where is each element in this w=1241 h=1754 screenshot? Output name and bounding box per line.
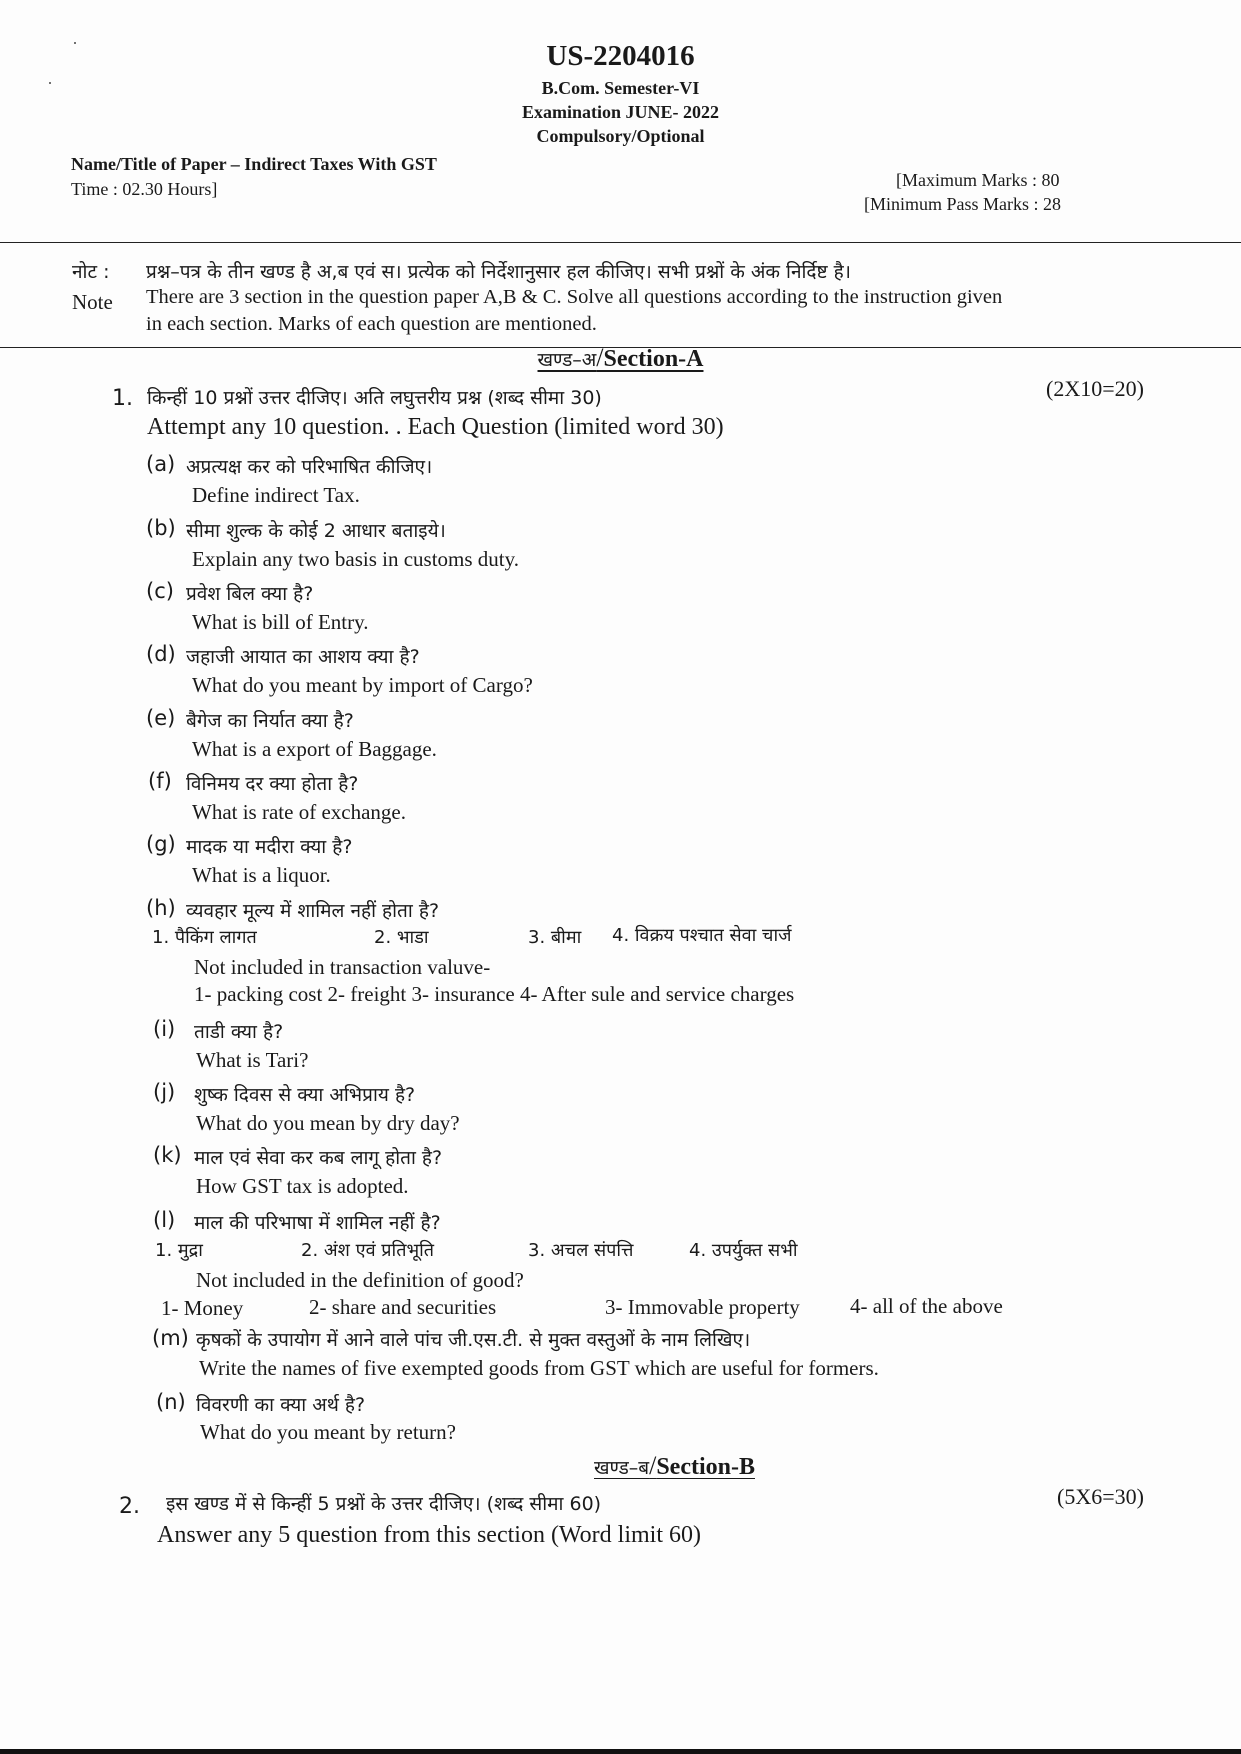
item-hindi: मादक या मदीरा क्या है? xyxy=(186,836,353,858)
section-a-heading-english: Section-A xyxy=(603,346,704,372)
item-letter: (j) xyxy=(153,1080,176,1104)
question-1-english: Attempt any 10 question. . Each Question (limited word 30) xyxy=(147,414,724,440)
english-option-4: 4- all of the above xyxy=(850,1294,1003,1318)
question-1-hindi: किन्हीं 10 प्रश्नों उत्तर दीजिए। अति लघुत्तरीय प्रश्न (शब्द सीमा 30) xyxy=(147,387,602,409)
item-english: What is Tari? xyxy=(196,1048,309,1072)
hindi-option-2: 2. भाडा xyxy=(374,927,429,948)
item-english: What do you meant by return? xyxy=(200,1420,456,1444)
hindi-option-3: 3. अचल संपत्ति xyxy=(528,1240,634,1261)
item-letter: (k) xyxy=(153,1143,182,1167)
item-english: What is a export of Baggage. xyxy=(192,737,437,761)
item-english: What is a liquor. xyxy=(192,863,331,887)
item-english: Define indirect Tax. xyxy=(192,483,360,507)
section-b-heading-hindi: खण्ड–ब xyxy=(594,1457,650,1479)
item-letter: (g) xyxy=(146,832,176,856)
section-a-heading: खण्ड–अ/Section-A xyxy=(537,343,704,372)
question-item-h xyxy=(146,894,1146,1014)
item-hindi: माल एवं सेवा कर कब लागू होता है? xyxy=(194,1147,443,1169)
question-2-hindi: इस खण्ड में से किन्हीं 5 प्रश्नों के उत्तर दीजिए। (शब्द सीमा 60) xyxy=(166,1493,602,1515)
item-hindi: माल की परिभाषा में शामिल नहीं है? xyxy=(194,1212,441,1234)
hindi-option-2: 2. अंश एवं प्रतिभूति xyxy=(301,1240,435,1261)
paper-type: Compulsory/Optional xyxy=(536,126,705,146)
item-hindi: ताडी क्या है? xyxy=(194,1021,284,1043)
english-option-1: 1- Money xyxy=(161,1296,244,1320)
question-item xyxy=(146,577,1146,640)
item-hindi: बैगेज का निर्यात क्या है? xyxy=(186,710,354,732)
maximum-marks: [Maximum Marks : 80 xyxy=(896,170,1060,190)
item-english: Explain any two basis in customs duty. xyxy=(192,547,520,571)
note-text-english-line1: There are 3 section in the question paper A,B & C. Solve all questions according to the instruction given xyxy=(146,286,1003,308)
section-a-items-i-k xyxy=(149,1015,1149,1204)
hindi-option-4: 4. उपर्युक्त सभी xyxy=(689,1240,798,1261)
item-letter: (a) xyxy=(146,452,176,476)
item-english: Write the names of five exempted goods from GST which are useful for formers. xyxy=(199,1356,879,1380)
item-hindi: जहाजी आयात का आशय क्या है? xyxy=(186,646,420,668)
exam-session: Examination JUNE- 2022 xyxy=(521,102,719,122)
item-letter: (e) xyxy=(146,706,176,730)
note-text-hindi: प्रश्न–पत्र के तीन खण्ड है अ,ब एवं स। प्रत्येक को निर्देशानुसार हल कीजिए। सभी प्रश्नों के अंक निर्दिष्ट है। xyxy=(146,261,851,283)
english-option-2: 2- share and securities xyxy=(309,1295,497,1319)
note-label-english: Note xyxy=(72,290,113,314)
item-english: How GST tax is adopted. xyxy=(196,1174,409,1198)
section-b-heading-english: Section-B xyxy=(656,1454,755,1480)
hindi-option-4: 4. विक्रय पश्चात सेवा चार्ज xyxy=(612,925,792,946)
item-letter: (n) xyxy=(156,1390,186,1414)
question-2-marks: (5X6=30) xyxy=(1057,1484,1144,1509)
question-2-english: Answer any 5 question from this section (Word limit 60) xyxy=(157,1522,701,1548)
section-b-heading: खण्ड–ब/Section-B xyxy=(594,1451,755,1480)
question-item xyxy=(146,704,1146,767)
item-letter: (f) xyxy=(148,769,172,793)
item-letter: (b) xyxy=(146,516,176,540)
item-hindi: विनिमय दर क्या होता है? xyxy=(186,773,359,795)
question-item-l xyxy=(149,1206,1149,1326)
item-letter: (m) xyxy=(152,1326,189,1350)
item-english: What is rate of exchange. xyxy=(192,800,406,824)
question-item xyxy=(146,830,1146,894)
item-letter: (h) xyxy=(146,896,176,920)
question-item-m xyxy=(152,1324,1152,1388)
item-english: What do you mean by dry day? xyxy=(196,1111,460,1135)
section-a-items-a-g xyxy=(146,450,1146,894)
question-item xyxy=(146,514,1146,577)
item-letter: (d) xyxy=(146,642,176,666)
course-name: B.Com. Semester-VI xyxy=(541,78,700,98)
item-hindi: कृषकों के उपायोग में आने वाले पांच जी.एस.टी. से मुक्त वस्तुओं के नाम लिखिए। xyxy=(196,1329,751,1351)
item-letter: (c) xyxy=(146,579,174,603)
question-item xyxy=(149,1015,1149,1078)
question-item xyxy=(146,640,1146,704)
item-english-options: 1- packing cost 2- freight 3- insurance 4- After sule and service charges xyxy=(194,982,795,1006)
question-1-number: 1. xyxy=(112,386,133,411)
item-letter: (l) xyxy=(153,1208,176,1232)
header-divider xyxy=(0,242,1241,243)
note-label-hindi: नोट : xyxy=(72,261,110,283)
item-hindi: विवरणी का क्या अर्थ है? xyxy=(196,1394,366,1416)
item-english: Not included in the definition of good? xyxy=(196,1268,524,1292)
hindi-option-3: 3. बीमा xyxy=(528,927,582,948)
item-english: What is bill of Entry. xyxy=(192,610,369,634)
hindi-option-1: 1. पैकिंग लागत xyxy=(152,927,257,948)
scan-bottom-edge xyxy=(0,1749,1241,1754)
question-item-n xyxy=(152,1388,1152,1452)
item-hindi: व्यवहार मूल्य में शामिल नहीं होता है? xyxy=(186,900,440,922)
note-text-english-line2: in each section. Marks of each question are mentioned. xyxy=(146,313,597,335)
question-item xyxy=(149,1078,1149,1141)
minimum-pass-marks: [Minimum Pass Marks : 28 xyxy=(864,194,1062,214)
question-item xyxy=(146,450,1146,514)
hindi-option-1: 1. मुद्रा xyxy=(155,1240,203,1261)
item-letter: (i) xyxy=(153,1017,176,1041)
item-english: Not included in transaction valuve- xyxy=(194,955,491,979)
paper-title: Name/Title of Paper – Indirect Taxes With GST xyxy=(71,154,437,174)
time-allowed: Time : 02.30 Hours] xyxy=(71,179,218,199)
section-a-heading-hindi: खण्ड–अ xyxy=(537,349,597,371)
english-option-3: 3- Immovable property xyxy=(605,1295,800,1319)
question-item xyxy=(146,767,1146,830)
item-hindi: अप्रत्यक्ष कर को परिभाषित कीजिए। xyxy=(186,456,433,478)
question-item xyxy=(149,1141,1149,1204)
question-1-marks: (2X10=20) xyxy=(1046,376,1144,401)
item-english: What do you meant by import of Cargo? xyxy=(192,673,533,697)
item-hindi: शुष्क दिवस से क्या अभिप्राय है? xyxy=(194,1084,416,1106)
question-2-number: 2. xyxy=(119,1494,140,1519)
item-hindi: सीमा शुल्क के कोई 2 आधार बताइये। xyxy=(186,520,446,542)
item-hindi: प्रवेश बिल क्या है? xyxy=(186,583,314,605)
paper-code: US-2204016 xyxy=(546,40,695,72)
